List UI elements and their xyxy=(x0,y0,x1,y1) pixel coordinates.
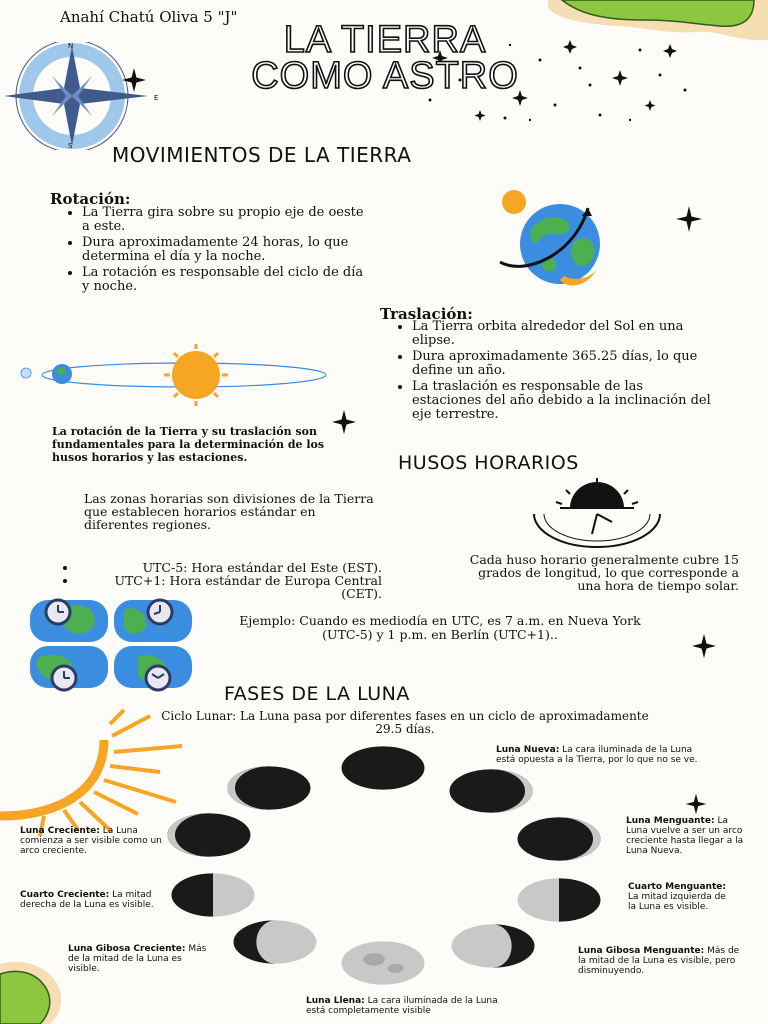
moon-shape xyxy=(342,941,425,984)
section-heading-husos: HUSOS HORARIOS xyxy=(398,452,579,474)
phase-label-cuarto-menguante xyxy=(628,882,728,912)
phase-name: Luna Llena: xyxy=(306,996,365,1006)
moon-phase-icon xyxy=(229,919,321,965)
moon-phase-icon xyxy=(513,877,605,923)
title-line-2: COMO ASTRO xyxy=(251,55,519,97)
phase-desc: La cara iluminada de la Luna está completamente visible xyxy=(306,996,498,1016)
page-title xyxy=(150,19,620,97)
moon-shape xyxy=(363,953,385,966)
moon-phase-icon xyxy=(167,872,259,918)
phase-desc: La Luna vuelve a ser un arco creciente hasta llegar a la Luna Nueva. xyxy=(626,816,744,856)
phase-name: Cuarto Creciente: xyxy=(20,890,110,900)
moon-shape xyxy=(530,817,601,860)
sparkle-icon xyxy=(674,204,704,234)
phase-desc: Más de la mitad de la Luna es visible, pero disminuyendo. xyxy=(578,946,740,976)
rotacion-traslacion-note: La rotación de la Tierra y su traslación son fundamentales para la determinación de los husos horarios y las estaciones. xyxy=(52,425,325,464)
phase-desc: La mitad izquierda de la Luna es visible. xyxy=(628,892,726,912)
phase-label-cuarto-creciente xyxy=(20,890,162,910)
traslacion-title: Traslación: xyxy=(380,305,473,323)
map-corner-bottom-left xyxy=(0,958,70,1024)
phase-name: Luna Creciente: xyxy=(20,826,100,836)
list-item: • Dura aproximadamente 24 horas, lo que determina el día y la noche. xyxy=(82,236,372,264)
author-name: Anahí Chatú Oliva 5 "J" xyxy=(60,8,238,26)
list-item: • La Tierra orbita alrededor del Sol en una elipse. xyxy=(412,320,712,348)
list-item: • UTC-5: Hora estándar del Este (EST). xyxy=(78,561,382,574)
husos-cada-text: Cada huso horario generalmente cubre 15 grados de longitud, lo que corresponde a una hora de tiempo solar. xyxy=(469,552,739,593)
compass-icon xyxy=(0,42,160,150)
moon-shape xyxy=(559,878,600,921)
sparkle-icon xyxy=(120,66,148,94)
moon-phase-icon xyxy=(337,745,429,791)
list-item: • La traslación es responsable de las estaciones del año debido a la inclinación del eje terrestre. xyxy=(412,380,712,422)
phase-desc: Más de la mitad de la Luna es visible. xyxy=(68,944,207,974)
moon-shape xyxy=(228,766,299,809)
phase-desc: La Luna comienza a ser visible como un arco creciente. xyxy=(20,826,162,856)
moon-shape xyxy=(462,769,533,812)
phase-label-luna-nueva xyxy=(496,745,706,765)
title-line-1: LA TIERRA xyxy=(283,19,487,61)
ciclo-lunar-text: Ciclo Lunar: La Luna pasa por diferentes fases en un ciclo de aproximadamente 29.5 días. xyxy=(161,709,649,736)
list-item: • La rotación es responsable del ciclo de día y noche. xyxy=(82,266,372,294)
earth-rotation-illustration xyxy=(484,186,632,290)
moon-phase-icon xyxy=(337,940,429,986)
section-heading-fases: FASES DE LA LUNA xyxy=(224,683,410,705)
phase-label-luna-llena xyxy=(306,996,506,1016)
sun-rays-decoration xyxy=(0,706,190,836)
moon-phase-icon xyxy=(447,923,539,969)
moon-shape xyxy=(172,873,213,916)
phase-name: Luna Gibosa Menguante: xyxy=(578,946,705,956)
sparkle-icon xyxy=(684,792,708,816)
moon-shape xyxy=(342,746,425,789)
rotacion-list xyxy=(52,206,372,296)
moon-shape xyxy=(388,964,404,973)
phase-label-luna-creciente xyxy=(20,826,162,856)
phase-name: Cuarto Menguante: xyxy=(628,882,726,892)
traslacion-list xyxy=(382,320,712,424)
phase-label-gibosa-menguante xyxy=(578,946,748,976)
utc-list xyxy=(60,561,382,600)
orbit-illustration xyxy=(14,344,334,406)
compass-s-label: S xyxy=(68,142,73,150)
phase-desc: La cara iluminada de la Luna está opuesta a la Tierra, por lo que no se ve. xyxy=(496,745,698,765)
compass-e-label: E xyxy=(154,94,159,102)
phase-name: Luna Gibosa Creciente: xyxy=(68,944,186,954)
moon-phase-icon xyxy=(223,765,315,811)
phase-desc: La mitad derecha de la Luna es visible. xyxy=(20,890,154,910)
sparkle-icon xyxy=(330,408,358,436)
moon-phase-icon xyxy=(163,812,255,858)
husos-intro: Las zonas horarias son divisiones de la Tierra que establecen horarios estándar en diferentes regiones. xyxy=(84,491,374,532)
sunset-clock-icon xyxy=(530,478,664,550)
globe-clocks-illustration xyxy=(28,596,194,694)
sparkle-icon xyxy=(690,632,718,660)
list-item: • La Tierra gira sobre su propio eje de oeste a este. xyxy=(82,206,372,234)
section-heading-movimientos: MOVIMIENTOS DE LA TIERRA xyxy=(112,143,412,167)
moon-phase-icon xyxy=(445,768,537,814)
list-item: • UTC+1: Hora estándar de Europa Central (CET). xyxy=(78,574,382,600)
husos-ejemplo: Ejemplo: Cuando es mediodía en UTC, es 7 a.m. en Nueva York (UTC-5) y 1 p.m. en Berlín (UTC+1).. xyxy=(239,613,641,642)
moon-shape xyxy=(168,813,239,856)
phase-name: Luna Menguante: xyxy=(626,816,715,826)
moon-phase-icon xyxy=(513,816,605,862)
phase-name: Luna Nueva: xyxy=(496,745,560,755)
phase-label-gibosa-creciente xyxy=(68,944,208,974)
phase-label-luna-menguante xyxy=(626,816,746,856)
rotacion-title: Rotación: xyxy=(50,190,131,208)
list-item: • Dura aproximadamente 365.25 días, lo que define un año. xyxy=(412,350,712,378)
compass-n-label: N xyxy=(68,42,74,50)
